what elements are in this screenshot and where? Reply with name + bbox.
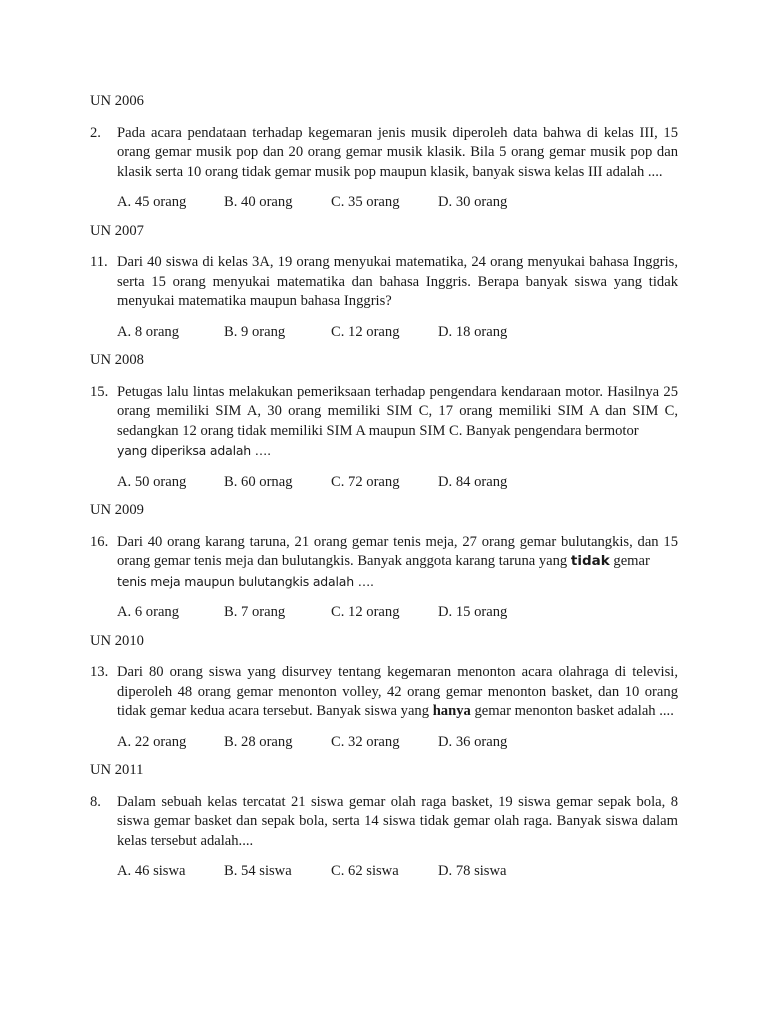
answer-options <box>90 323 678 343</box>
option-c: C. 12 orang <box>331 323 400 340</box>
question-text: Dalam sebuah kelas tercatat 21 siswa gemar olah raga basket, 19 siswa gemar sepak bola, 8 siswa gemar basket dan sepak bola, serta 14 siswa tidak gemar olah raga. Banyak siswa dalam kelas tersebut adalah.... <box>117 793 678 849</box>
option-a: A. 8 orang <box>117 323 180 340</box>
answer-options <box>90 603 678 623</box>
option-b: B. 28 orang <box>224 733 293 750</box>
option-c: C. 32 orang <box>331 733 400 750</box>
option-b: B. 40 orang <box>224 194 293 210</box>
question-text <box>117 663 678 722</box>
question-text-main: Petugas lalu lintas melakukan pemeriksaan terhadap pengendara kendaraan motor. Hasilnya 25 orang memiliki SIM A, 30 orang memiliki SIM C, 17 orang memiliki SIM A dan SIM C, sedangkan 12 orang tidak memiliki SIM A maupun SIM C. Banyak pengendara bermotor <box>117 383 678 439</box>
option-c: C. 35 orang <box>331 194 400 210</box>
section-year: UN 2011 <box>90 762 144 778</box>
answer-options <box>90 733 678 753</box>
document-page <box>90 92 678 891</box>
option-c: C. 12 orang <box>331 604 400 620</box>
question-text: Pada acara pendataan terhadap kegemaran jenis musik diperoleh data bahwa di kelas III, 15 orang gemar musik pop dan 20 orang gemar musik klasik. Bila 5 orang gemar musik pop dan klasik serta 10 orang tidak gemar musik pop maupun klasik, banyak siswa kelas III adalah .... <box>117 124 678 180</box>
option-d: D. 15 orang <box>438 604 508 620</box>
question-text <box>117 383 678 462</box>
option-b: B. 7 orang <box>224 604 286 620</box>
option-d: D. 84 orang <box>438 473 508 490</box>
option-a: A. 50 orang <box>117 473 187 490</box>
question-text-tail: yang diperiksa adalah …. <box>117 443 271 458</box>
question-text-part-a: Dari 80 orang siswa yang disurvey tentang kegemaran menonton acara olahraga di televisi, diperoleh 48 orang gemar menonton volley, 42 orang gemar menonton basket, dan 10 orang tidak gemar kedua acara tersebut. Banyak siswa yang <box>117 664 678 719</box>
question-number: 8. <box>90 793 101 810</box>
question-number: 13. <box>90 664 109 680</box>
option-a: A. 46 siswa <box>117 863 186 879</box>
question <box>90 253 678 312</box>
question-text-part-a: Dari 40 orang karang taruna, 21 orang gemar tenis meja, 27 orang gemar bulutangkis, dan 15 orang gemar tenis meja dan bulutangkis. Banyak anggota karang taruna yang <box>117 533 678 569</box>
question-number: 16. <box>90 533 109 550</box>
question-text-tail: tenis meja maupun bulutangkis adalah …. <box>117 573 374 589</box>
option-a: A. 45 orang <box>117 194 187 210</box>
option-b: B. 60 ornag <box>224 473 293 490</box>
question-text: Dari 40 siswa di kelas 3A, 19 orang menyukai matematika, 24 orang menyukai bahasa Inggris, serta 15 orang menyukai matematika dan bahasa Inggris. Berapa banyak siswa yang tidak menyukai matematika maupun bahasa Inggris? <box>117 254 678 309</box>
option-a: A. 22 orang <box>117 733 187 750</box>
question-text <box>117 533 678 593</box>
question <box>90 793 678 852</box>
option-b: B. 9 orang <box>224 323 286 340</box>
answer-options <box>90 862 678 882</box>
option-c: C. 72 orang <box>331 473 400 490</box>
question <box>90 533 678 593</box>
section-year: UN 2009 <box>90 502 144 518</box>
option-b: B. 54 siswa <box>224 863 292 879</box>
option-d: D. 18 orang <box>438 323 508 340</box>
option-d: D. 30 orang <box>438 194 508 210</box>
option-d: D. 78 siswa <box>438 863 507 879</box>
answer-options <box>90 473 678 493</box>
option-d: D. 36 orang <box>438 733 508 750</box>
question-text-part-b: gemar menonton basket adalah .... <box>474 703 674 719</box>
option-c: C. 62 siswa <box>331 863 399 879</box>
section-year: UN 2010 <box>90 632 144 649</box>
section-year: UN 2008 <box>90 352 144 368</box>
answer-options <box>90 193 678 213</box>
question-number: 11. <box>90 254 108 270</box>
question <box>90 663 678 722</box>
question-number: 2. <box>90 124 101 141</box>
question-emphasis: tidak <box>570 553 610 569</box>
question-emphasis: hanya <box>432 703 471 719</box>
question-text-part-b: gemar <box>613 553 650 569</box>
section-year: UN 2007 <box>90 222 144 239</box>
option-a: A. 6 orang <box>117 604 180 620</box>
section-year: UN 2006 <box>90 93 144 109</box>
question <box>90 124 678 183</box>
question-number: 15. <box>90 383 109 400</box>
question <box>90 383 678 462</box>
